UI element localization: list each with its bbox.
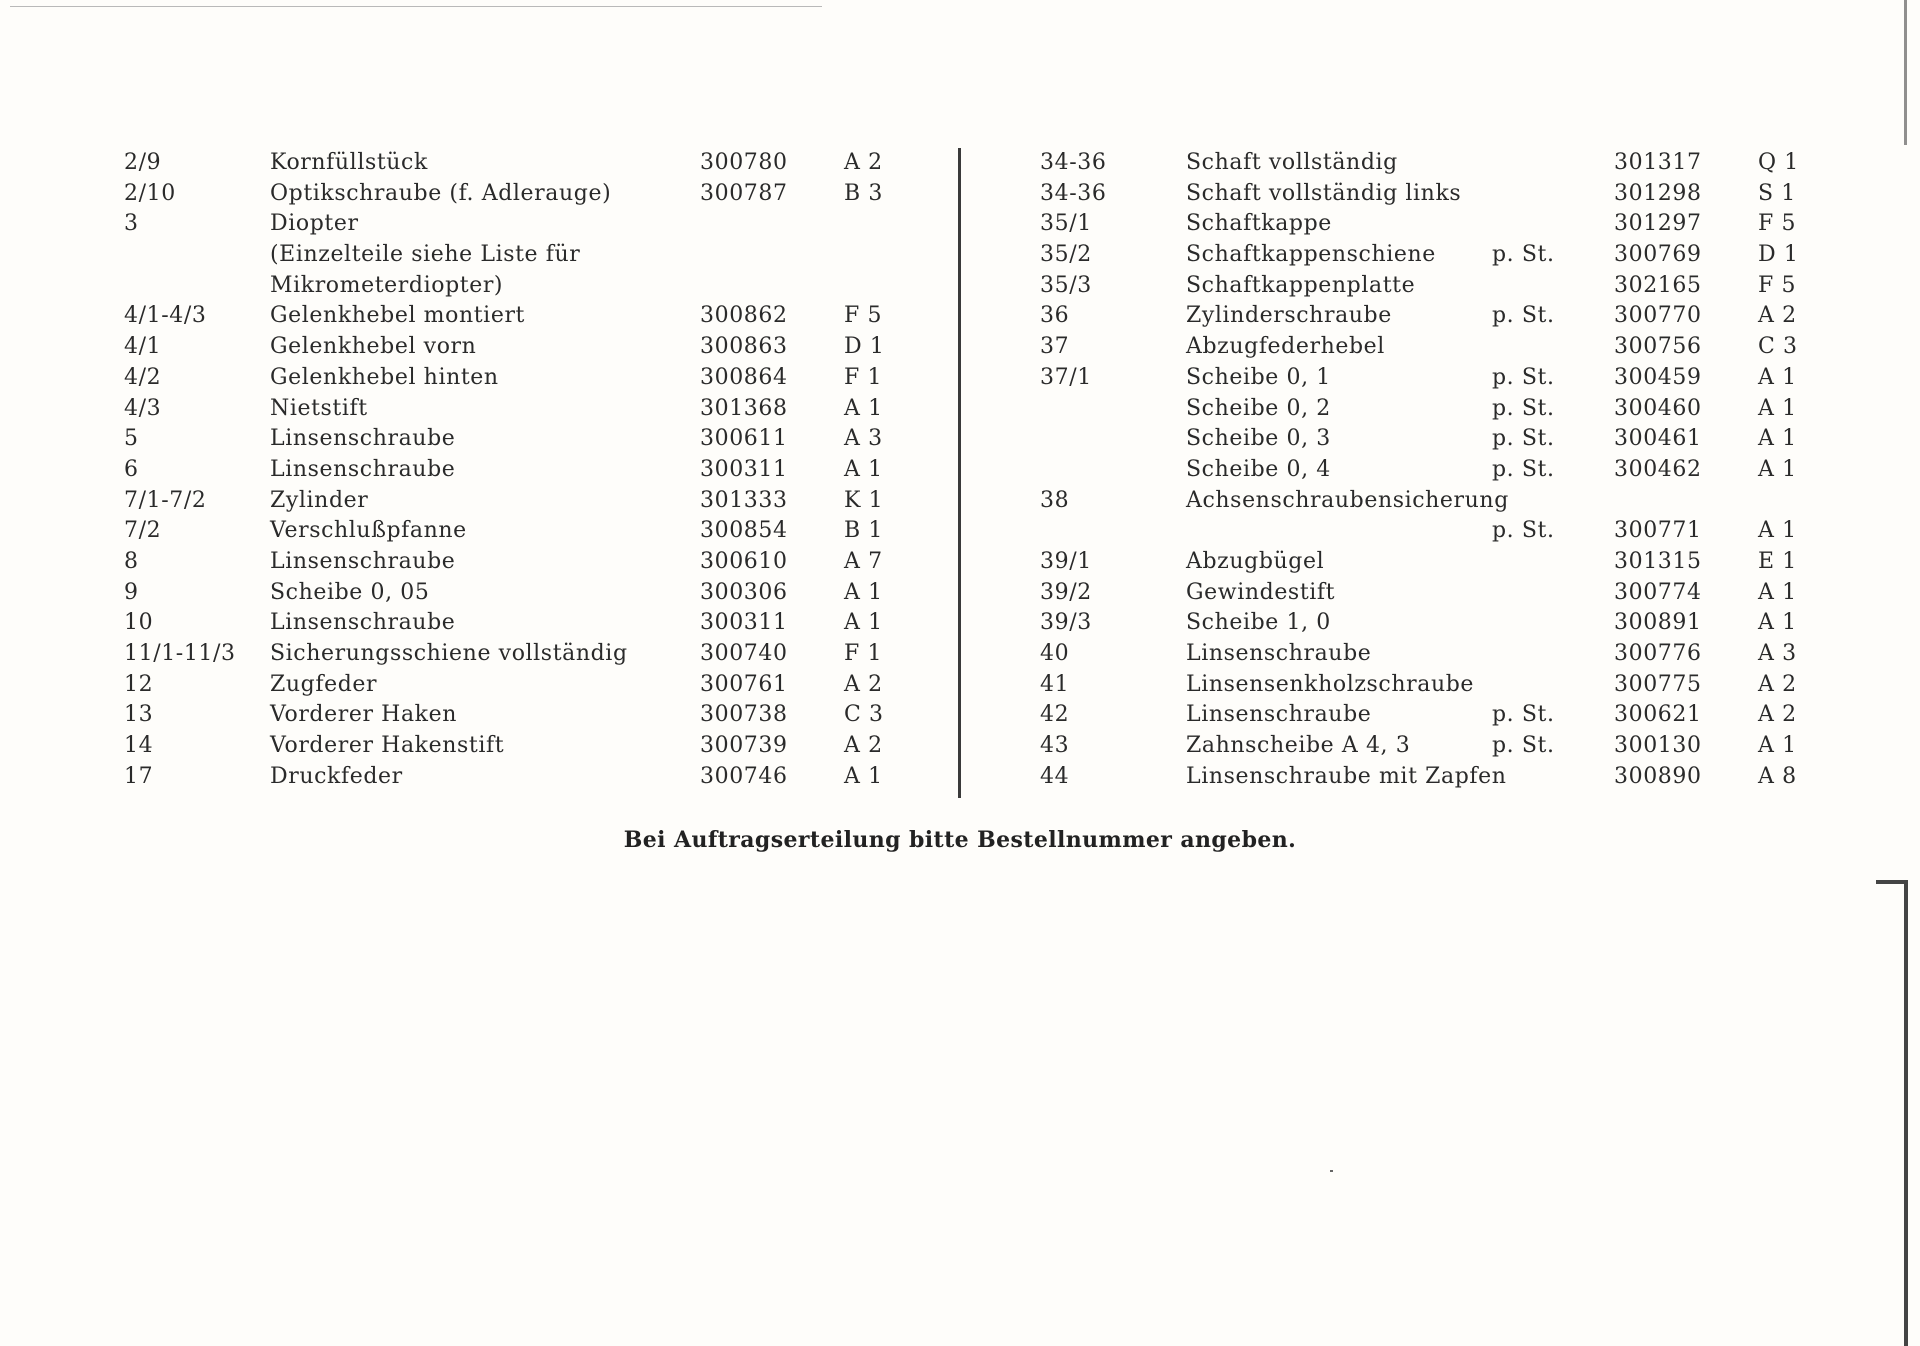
item-number: 10 (124, 610, 154, 636)
part-description: Zahnscheibe A 4, 3 (1186, 733, 1411, 759)
item-number: 2/10 (124, 180, 176, 206)
price-group: A 8 (1758, 763, 1797, 789)
part-description: Schaftkappe (1186, 211, 1332, 237)
price-group: A 3 (1758, 641, 1797, 666)
part-description: Linsenschraube (1186, 702, 1372, 728)
order-number: 300746 (700, 763, 788, 789)
price-group: A 2 (844, 671, 883, 697)
item-number: 9 (124, 579, 139, 605)
item-number: 35/1 (1040, 211, 1092, 237)
order-number: 301368 (700, 395, 788, 421)
price-group: A 1 (1758, 610, 1797, 636)
price-group: Q 1 (1758, 150, 1799, 175)
order-number: 300771 (1614, 518, 1702, 544)
price-group: S 1 (1758, 180, 1796, 206)
order-number: 300459 (1614, 364, 1702, 390)
item-number: 42 (1040, 702, 1070, 728)
scan-speck (1330, 1170, 1333, 1172)
quantity-unit: p. St. (1492, 395, 1555, 421)
order-number: 301298 (1614, 180, 1702, 206)
item-number: 12 (124, 671, 154, 697)
price-group: A 2 (844, 150, 883, 175)
part-description: Abzugfederhebel (1186, 334, 1385, 360)
part-description: Verschlußpfanne (270, 518, 467, 544)
order-number: 300738 (700, 702, 788, 728)
part-description: Vorderer Hakenstift (270, 733, 505, 759)
quantity-unit: p. St. (1492, 518, 1555, 544)
item-number: 3 (124, 211, 139, 237)
order-number: 300610 (700, 548, 788, 574)
order-number: 301315 (1614, 548, 1702, 574)
price-group: A 7 (844, 548, 883, 574)
price-group: D 1 (1758, 242, 1799, 268)
order-number: 300863 (700, 334, 788, 360)
order-number: 300761 (700, 671, 788, 697)
price-group: A 1 (1758, 518, 1797, 544)
order-number: 300787 (700, 180, 788, 206)
order-number: 300130 (1614, 733, 1702, 759)
price-group: D 1 (844, 334, 885, 360)
item-number: 17 (124, 763, 154, 789)
item-number: 35/3 (1040, 272, 1092, 298)
item-number: 34-36 (1040, 180, 1107, 206)
item-number: 4/3 (124, 395, 162, 421)
order-number: 300621 (1614, 702, 1702, 728)
part-description: Mikrometerdiopter) (270, 272, 504, 298)
part-description: Scheibe 0, 3 (1186, 426, 1331, 452)
item-number: 44 (1040, 763, 1070, 789)
order-number: 300756 (1614, 334, 1702, 360)
price-group: F 1 (844, 364, 883, 390)
price-group: A 1 (1758, 426, 1797, 452)
quantity-unit: p. St. (1492, 456, 1555, 482)
price-group: B 3 (844, 180, 883, 206)
order-number: 300611 (700, 426, 788, 452)
item-number: 13 (124, 702, 154, 728)
part-description: Schaft vollständig (1186, 150, 1398, 175)
order-number: 300890 (1614, 763, 1702, 789)
part-description: Sicherungsschiene vollständig (270, 641, 628, 666)
order-number: 302165 (1614, 272, 1702, 298)
part-description: Scheibe 1, 0 (1186, 610, 1331, 636)
price-group: A 2 (1758, 303, 1797, 329)
price-group: F 5 (844, 303, 883, 329)
part-description: (Einzelteile siehe Liste für (270, 242, 581, 268)
part-description: Linsenschraube (270, 610, 456, 636)
item-number: 41 (1040, 671, 1070, 697)
part-description: Schaftkappenplatte (1186, 272, 1416, 298)
price-group: K 1 (844, 487, 884, 513)
price-group: E 1 (1758, 548, 1797, 574)
item-number: 4/1 (124, 334, 162, 360)
item-number: 39/2 (1040, 579, 1092, 605)
item-number: 8 (124, 548, 139, 574)
price-group: A 2 (844, 733, 883, 759)
price-group: A 1 (844, 579, 883, 605)
part-description: Zylinderschraube (1186, 303, 1392, 329)
part-description: Schaft vollständig links (1186, 180, 1462, 206)
order-number: 300462 (1614, 456, 1702, 482)
price-group: C 3 (844, 702, 884, 728)
order-number: 300864 (700, 364, 788, 390)
price-group: A 1 (1758, 733, 1797, 759)
order-number: 300776 (1614, 641, 1702, 666)
item-number: 5 (124, 426, 139, 452)
order-number: 300891 (1614, 610, 1702, 636)
part-description: Diopter (270, 211, 359, 237)
order-number: 300774 (1614, 579, 1702, 605)
quantity-unit: p. St. (1492, 733, 1555, 759)
part-description: Druckfeder (270, 763, 403, 789)
order-number: 300740 (700, 641, 788, 666)
part-description: Scheibe 0, 05 (270, 579, 430, 605)
item-number: 2/9 (124, 150, 162, 175)
price-group: B 1 (844, 518, 883, 544)
price-group: A 1 (1758, 579, 1797, 605)
order-number: 300311 (700, 610, 788, 636)
part-description: Linsenschraube mit Zapfen (1186, 763, 1507, 789)
part-description: Linsenschraube (1186, 641, 1372, 666)
page-edge-mark (1904, 0, 1907, 145)
item-number: 7/2 (124, 518, 162, 544)
price-group: A 1 (844, 610, 883, 636)
part-description: Linsenschraube (270, 426, 456, 452)
order-number: 300862 (700, 303, 788, 329)
price-group: A 1 (1758, 395, 1797, 421)
item-number: 14 (124, 733, 154, 759)
item-number: 40 (1040, 641, 1070, 666)
order-number: 300769 (1614, 242, 1702, 268)
part-description: Scheibe 0, 1 (1186, 364, 1331, 390)
item-number: 37/1 (1040, 364, 1092, 390)
order-number: 300854 (700, 518, 788, 544)
part-description: Gewindestift (1186, 579, 1336, 605)
part-description: Zylinder (270, 487, 369, 513)
item-number: 11/1-11/3 (124, 641, 236, 666)
part-description: Linsenschraube (270, 456, 456, 482)
top-scan-line (10, 6, 822, 7)
order-number: 300739 (700, 733, 788, 759)
item-number: 4/2 (124, 364, 162, 390)
price-group: F 1 (844, 641, 883, 666)
part-description: Vorderer Haken (270, 702, 457, 728)
order-number: 301297 (1614, 211, 1702, 237)
quantity-unit: p. St. (1492, 242, 1555, 268)
price-group: A 1 (844, 456, 883, 482)
order-number: 300775 (1614, 671, 1702, 697)
item-number: 43 (1040, 733, 1070, 759)
order-number: 301333 (700, 487, 788, 513)
price-group: A 1 (1758, 456, 1797, 482)
order-note-footer: Bei Auftragserteilung bitte Bestellnummer angeben. (623, 827, 1297, 853)
order-number: 301317 (1614, 150, 1702, 175)
quantity-unit: p. St. (1492, 303, 1555, 329)
price-group: A 2 (1758, 702, 1797, 728)
item-number: 34-36 (1040, 150, 1107, 175)
corner-crop-mark-vertical (1904, 884, 1908, 1346)
part-description: Abzugbügel (1186, 548, 1325, 574)
price-group: A 3 (844, 426, 883, 452)
column-divider (958, 148, 961, 798)
price-group: F 5 (1758, 211, 1797, 237)
item-number: 6 (124, 456, 139, 482)
part-description: Optikschraube (f. Adlerauge) (270, 180, 612, 206)
item-number: 37 (1040, 334, 1070, 360)
item-number: 35/2 (1040, 242, 1092, 268)
part-description: Linsenschraube (270, 548, 456, 574)
price-group: A 1 (844, 763, 883, 789)
part-description: Schaftkappenschiene (1186, 242, 1436, 268)
price-group: A 2 (1758, 671, 1797, 697)
part-description: Zugfeder (270, 671, 378, 697)
order-number: 300770 (1614, 303, 1702, 329)
part-description: Gelenkhebel montiert (270, 303, 525, 329)
part-description: Linsensenkholzschraube (1186, 671, 1475, 697)
item-number: 39/1 (1040, 548, 1092, 574)
order-number: 300780 (700, 150, 788, 175)
part-description: Kornfüllstück (270, 150, 428, 175)
part-description: Nietstift (270, 395, 368, 421)
price-group: F 5 (1758, 272, 1797, 298)
part-description: Achsenschraubensicherung (1186, 487, 1509, 513)
order-number: 300311 (700, 456, 788, 482)
quantity-unit: p. St. (1492, 426, 1555, 452)
quantity-unit: p. St. (1492, 702, 1555, 728)
part-description: Gelenkhebel hinten (270, 364, 499, 390)
price-group: C 3 (1758, 334, 1798, 360)
item-number: 39/3 (1040, 610, 1092, 636)
item-number: 36 (1040, 303, 1070, 329)
price-group: A 1 (1758, 364, 1797, 390)
order-number: 300306 (700, 579, 788, 605)
item-number: 7/1-7/2 (124, 487, 207, 513)
order-number: 300461 (1614, 426, 1702, 452)
item-number: 38 (1040, 487, 1070, 513)
quantity-unit: p. St. (1492, 364, 1555, 390)
item-number: 4/1-4/3 (124, 303, 207, 329)
order-number: 300460 (1614, 395, 1702, 421)
part-description: Gelenkhebel vorn (270, 334, 477, 360)
part-description: Scheibe 0, 2 (1186, 395, 1331, 421)
part-description: Scheibe 0, 4 (1186, 456, 1331, 482)
price-group: A 1 (844, 395, 883, 421)
